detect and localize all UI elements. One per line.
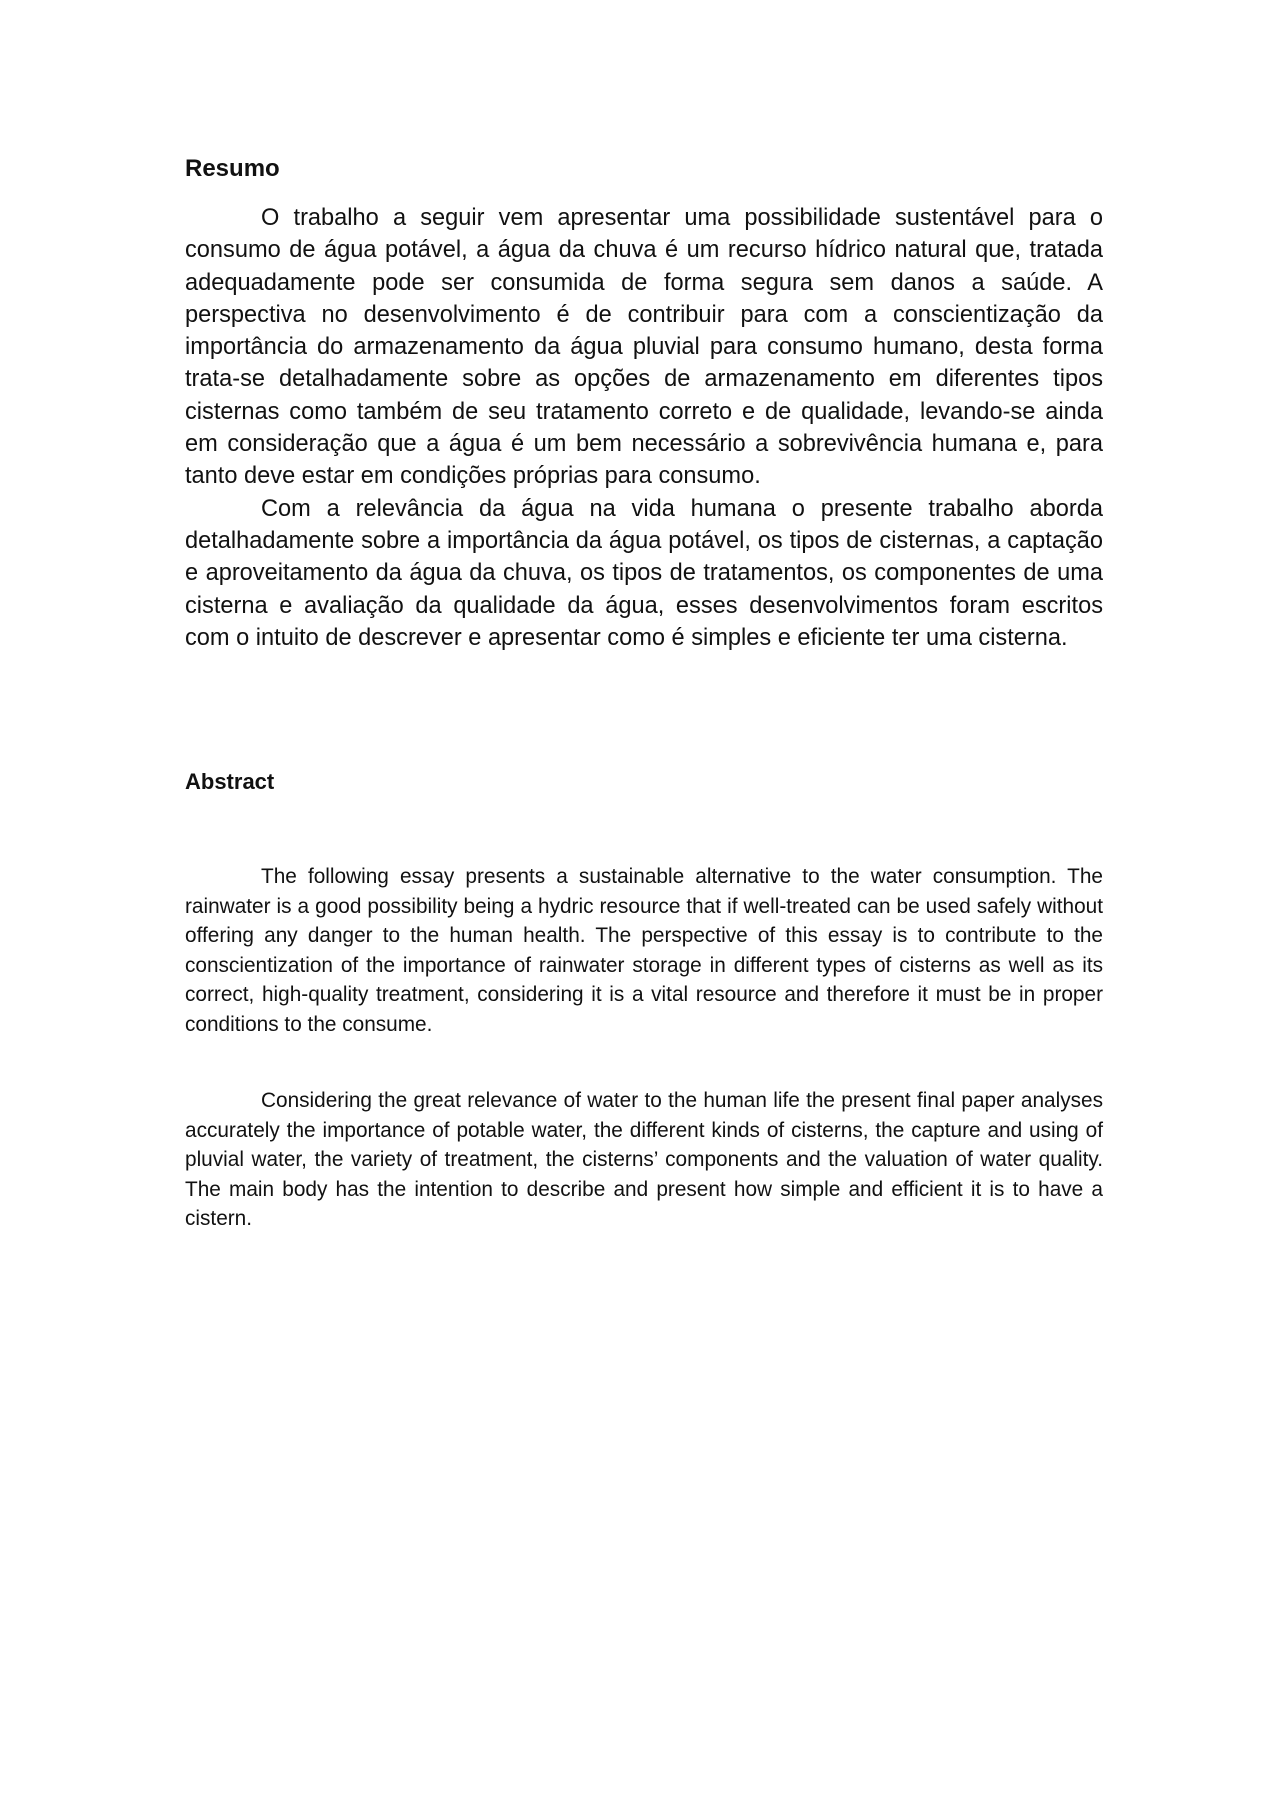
abstract-body-1 bbox=[185, 862, 1103, 1040]
abstract-paragraph-1: The following essay presents a sustainable alternative to the water consumption. The rainwater is a good possibility being a hydric resource that if well-treated can be used safely without offering any danger to the human health. The perspective of this essay is to contribute to the conscientization of the importance of rainwater storage in different types of cisterns as well as its correct, high-quality treatment, considering it is a vital resource and therefore it must be in proper conditions to the consume. bbox=[185, 865, 1103, 1036]
resumo-body bbox=[185, 202, 1103, 654]
resumo-paragraph-2: Com a relevância da água na vida humana o presente trabalho aborda detalhadamente sobre a importância da água potável, os tipos de cisternas, a captação e aproveitamento da água da chuva, os tipos de tratamentos, os componentes de uma cisterna e avaliação da qualidade da água, esses desenvolvimentos foram escritos com o intuito de descrever e apresentar como é simples e eficiente ter uma cisterna. bbox=[185, 495, 1103, 651]
abstract-body-2 bbox=[185, 1086, 1103, 1234]
resumo-heading: Resumo bbox=[185, 155, 280, 182]
abstract-heading: Abstract bbox=[185, 769, 275, 794]
abstract-paragraph-2: Considering the great relevance of water to the human life the present final paper analyses accurately the importance of potable water, the different kinds of cisterns, the capture and using of pluvial water, the variety of treatment, the cisterns’ components and the valuation of water quality. The main body has the intention to describe and present how simple and efficient it is to have a cistern. bbox=[185, 1089, 1103, 1231]
resumo-paragraph-1: O trabalho a seguir vem apresentar uma possibilidade sustentável para o consumo de água potável, a água da chuva é um recurso hídrico natural que, tratada adequadamente pode ser consumida de forma segura sem danos a saúde. A perspectiva no desenvolvimento é de contribuir para com a conscientização da importância do armazenamento da água pluvial para consumo humano, desta forma trata-se detalhadamente sobre as opções de armazenamento em diferentes tipos cisternas como também de seu tratamento correto e de qualidade, levando-se ainda em consideração que a água é um bem necessário a sobrevivência humana e, para tanto deve estar em condições próprias para consumo. bbox=[185, 205, 1103, 490]
